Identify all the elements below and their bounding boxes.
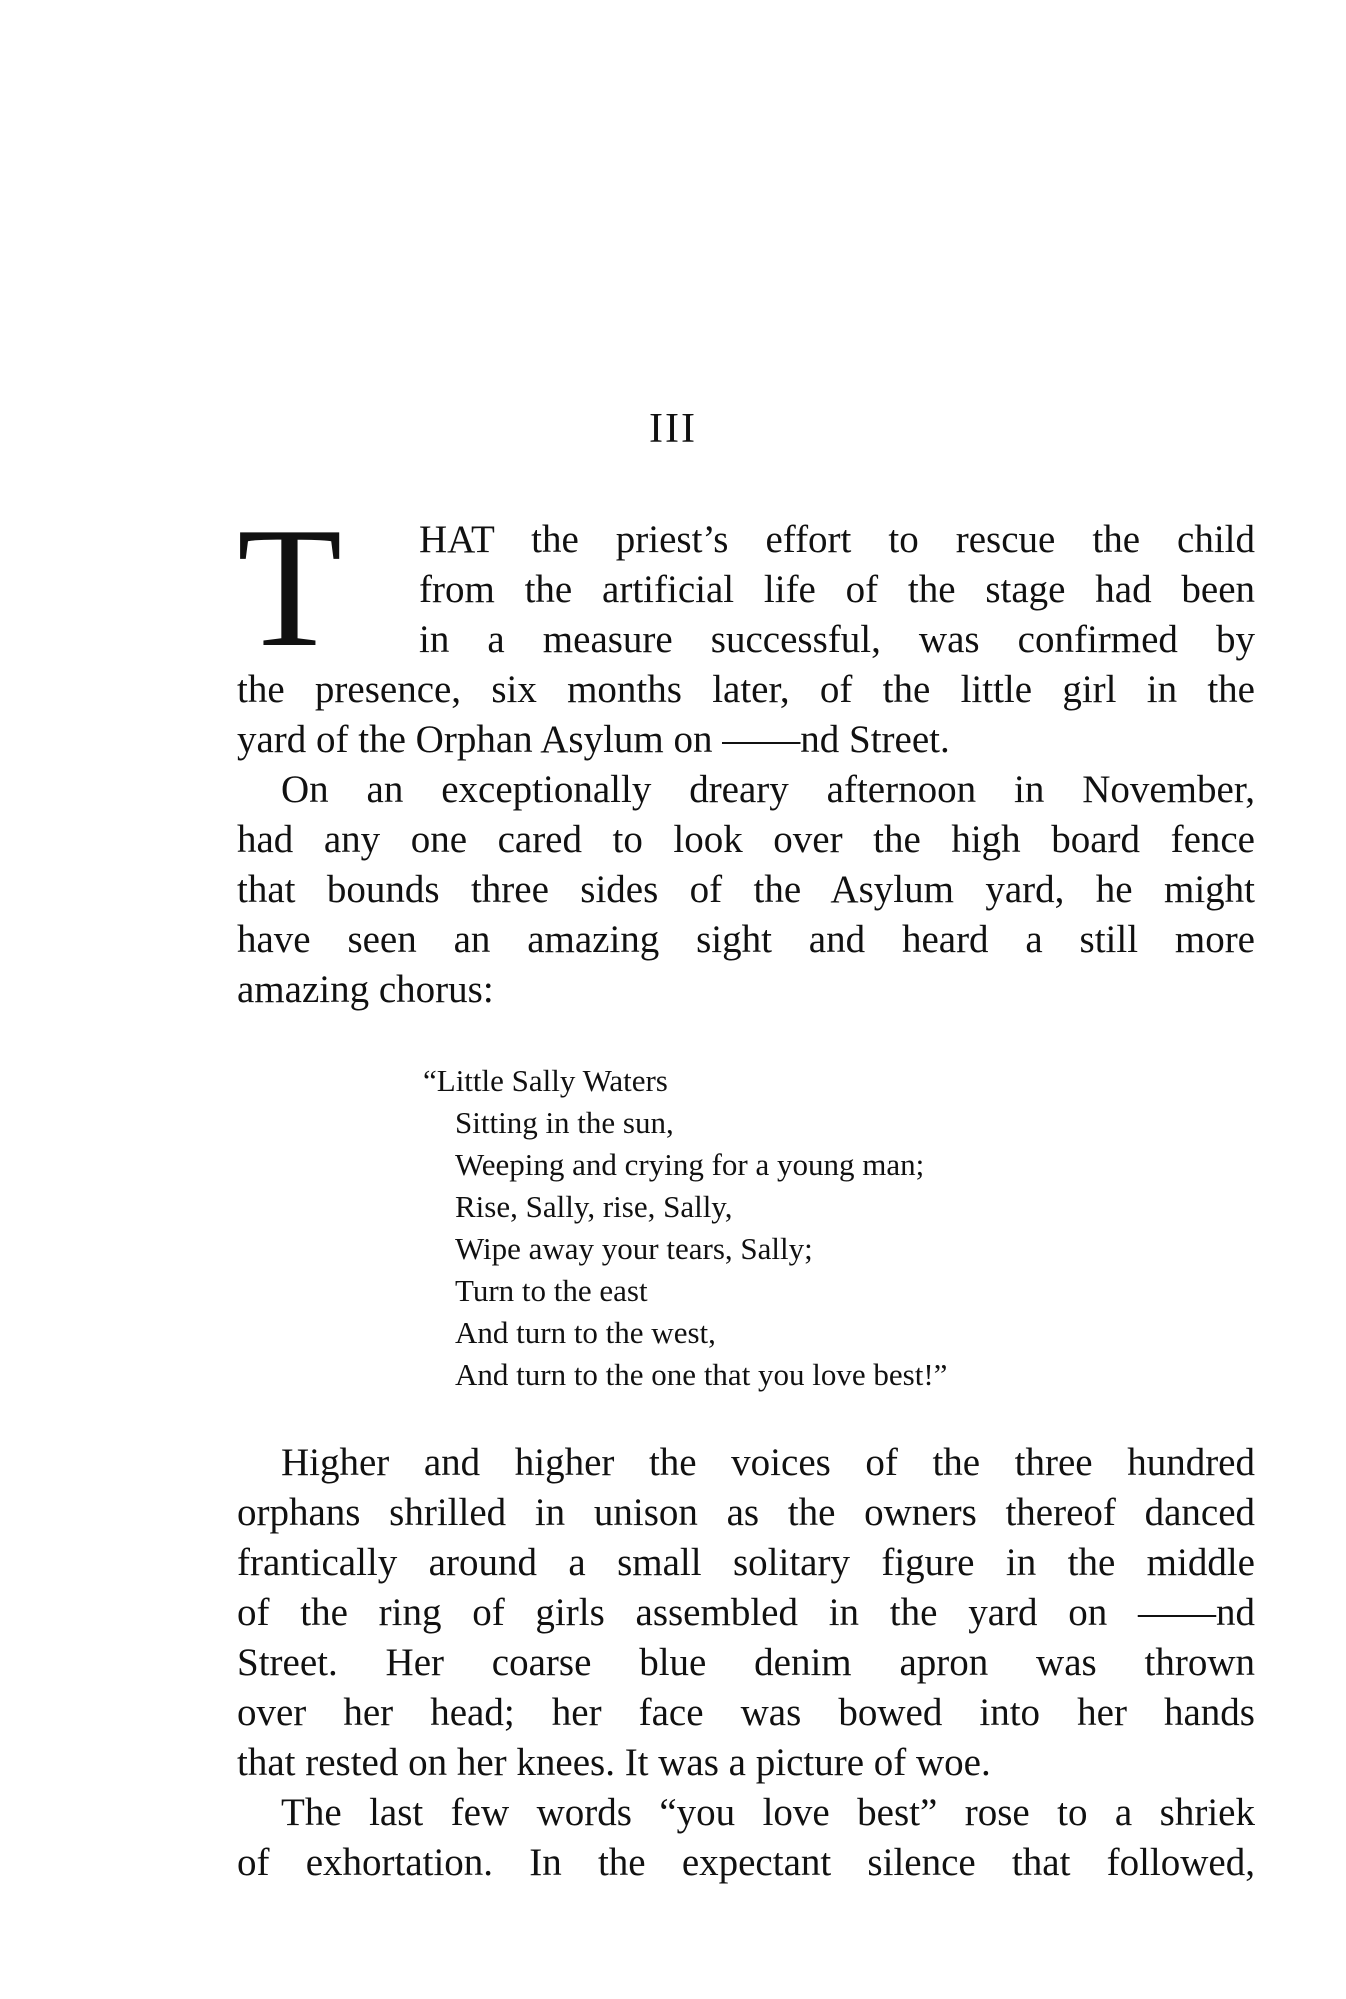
poem-line: Sitting in the sun, (455, 1105, 674, 1140)
poem-line: Rise, Sally, rise, Sally, (455, 1189, 733, 1224)
text-line: in a measure successful, was confirmed by (419, 618, 1255, 661)
text-line: Street. Her coarse blue denim apron was thrown (237, 1641, 1255, 1684)
text-line: of exhortation. In the expectant silence that followed, (237, 1841, 1255, 1884)
text-line: frantically around a small solitary figure in the middle (237, 1541, 1255, 1584)
text-line: that bounds three sides of the Asylum yard, he might (237, 868, 1255, 911)
opening-paragraph (237, 493, 1255, 765)
text-line: have seen an amazing sight and heard a still more (237, 918, 1255, 961)
poem-line: Weeping and crying for a young man; (455, 1147, 925, 1182)
text-line: the presence, six months later, of the little girl in the (237, 668, 1255, 711)
text-line: HAT the priest’s effort to rescue the child (419, 518, 1255, 561)
poem-line: And turn to the one that you love best!” (455, 1357, 948, 1392)
poem-line: “Little Sally Waters (423, 1063, 668, 1098)
text-line: The last few words “you love best” rose to a shriek (281, 1791, 1255, 1834)
paragraph-2 (237, 765, 1255, 1015)
text-line: Higher and higher the voices of the three hundred (281, 1441, 1255, 1484)
chapter-number: III (649, 406, 697, 452)
poem-line: Turn to the east (455, 1273, 648, 1308)
text-line: that rested on her knees. It was a picture of woe. (237, 1741, 991, 1784)
poem-line: Wipe away your tears, Sally; (455, 1231, 813, 1266)
text-line: of the ring of girls assembled in the yard on ——nd (237, 1591, 1255, 1634)
text-line: had any one cared to look over the high board fence (237, 818, 1255, 861)
text-line: from the artificial life of the stage had been (419, 568, 1255, 611)
text-line: yard of the Orphan Asylum on ——nd Street. (237, 718, 950, 761)
poem-verse (423, 1060, 947, 1396)
poem-line: And turn to the west, (455, 1315, 716, 1350)
text-line: amazing chorus: (237, 968, 494, 1011)
paragraph-3 (237, 1438, 1255, 1788)
drop-cap-letter: T (237, 493, 343, 683)
text-line: orphans shrilled in unison as the owners thereof danced (237, 1491, 1255, 1534)
text-line: over her head; her face was bowed into her hands (237, 1691, 1255, 1734)
text-line: On an exceptionally dreary afternoon in November, (281, 768, 1255, 811)
paragraph-4 (237, 1788, 1255, 1888)
